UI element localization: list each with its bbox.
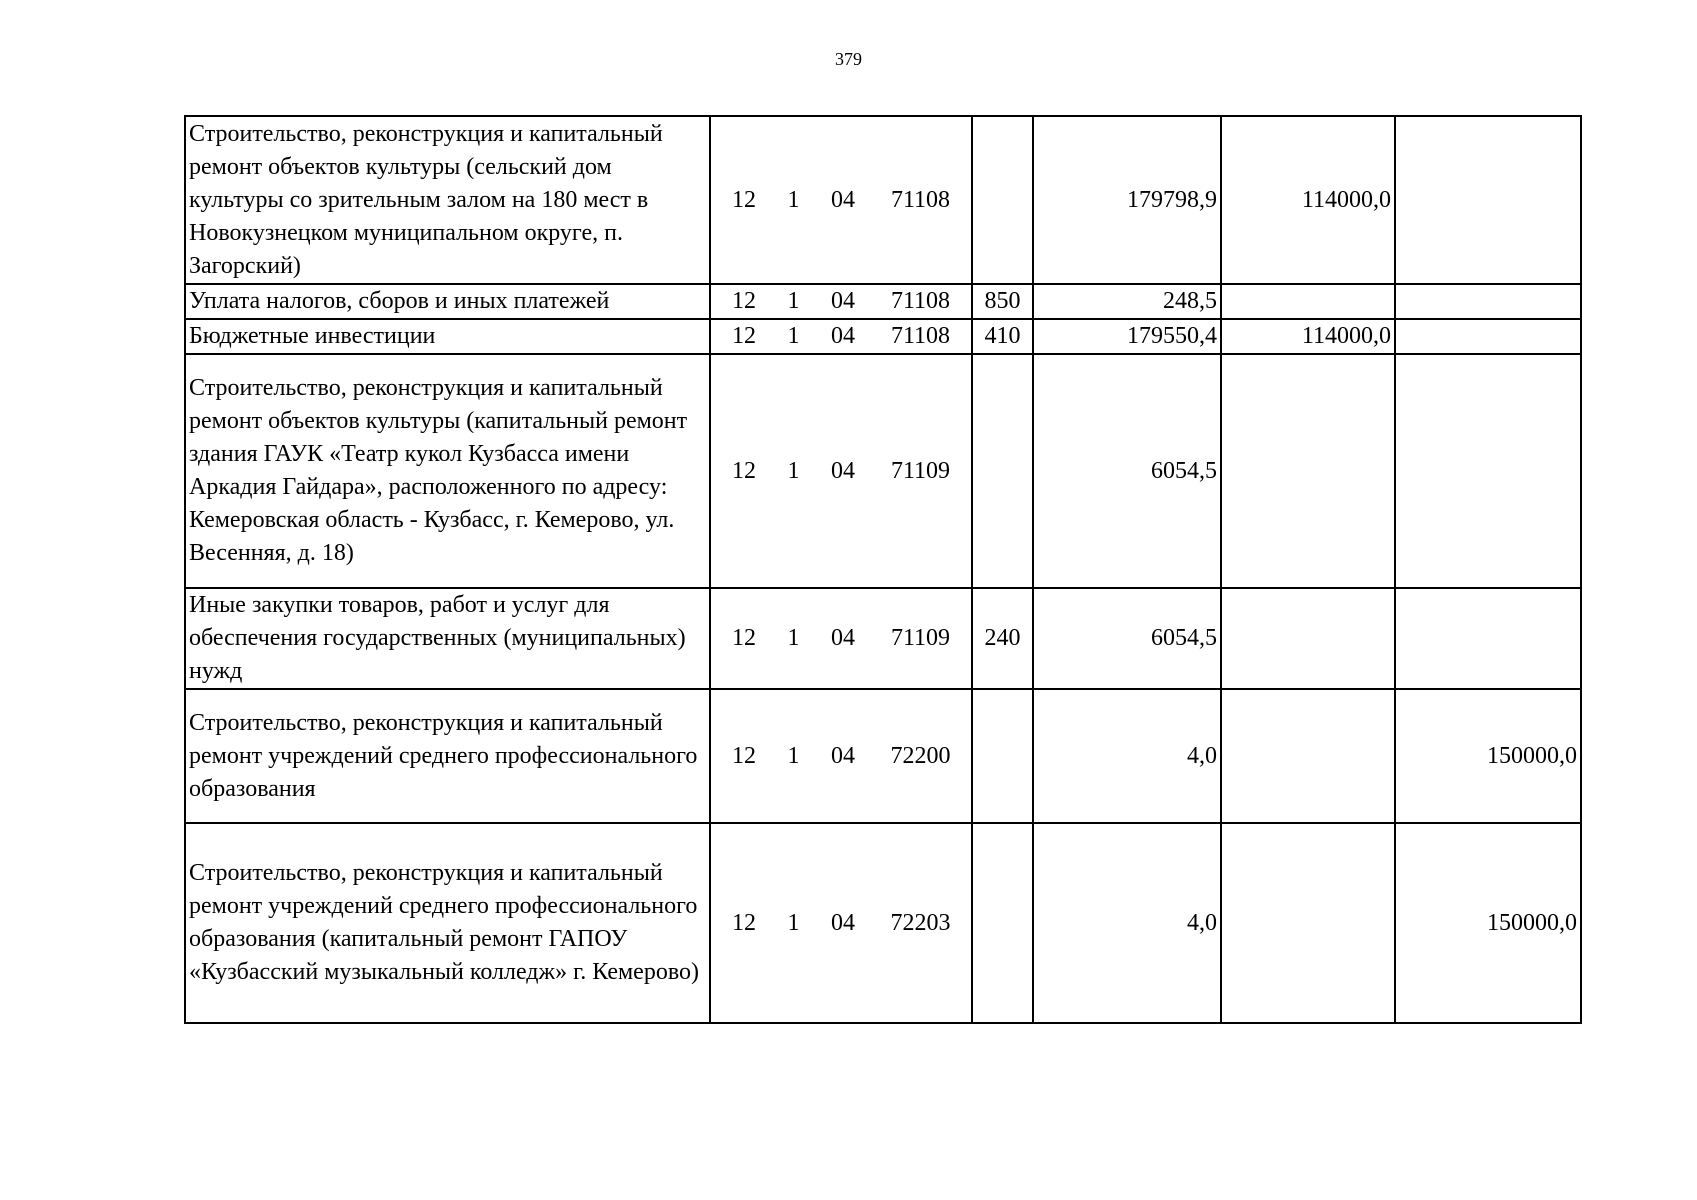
amount-2 bbox=[1221, 588, 1395, 689]
row-description: Иные закупки товаров, работ и услуг для обеспечения государственных (муниципальных) нужд bbox=[185, 588, 710, 689]
classification-codes bbox=[710, 116, 972, 284]
amount-3: 150000,0 bbox=[1395, 689, 1581, 823]
expense-type-code bbox=[972, 116, 1033, 284]
amount-1: 6054,5 bbox=[1033, 588, 1221, 689]
expense-type-code bbox=[972, 354, 1033, 588]
row-description: Строительство, реконструкция и капитальный ремонт учреждений среднего профессионального образования bbox=[185, 689, 710, 823]
expense-type-code: 410 bbox=[972, 319, 1033, 354]
expense-type-code bbox=[972, 689, 1033, 823]
amount-1: 4,0 bbox=[1033, 823, 1221, 1023]
code-program: 1 bbox=[787, 457, 800, 484]
amount-1: 248,5 bbox=[1033, 284, 1221, 319]
amount-3 bbox=[1395, 319, 1581, 354]
amount-3: 150000,0 bbox=[1395, 823, 1581, 1023]
code-subprogram: 04 bbox=[830, 457, 855, 484]
row-description: Строительство, реконструкция и капитальный ремонт объектов культуры (сельский дом культуры со зрительным залом на 180 мест в Новокузнецком муниципальном округе, п. Загорский) bbox=[185, 116, 710, 284]
classification-codes bbox=[710, 823, 972, 1023]
table-row bbox=[185, 588, 1581, 689]
code-section: 12 bbox=[732, 186, 757, 213]
amount-2: 114000,0 bbox=[1221, 319, 1395, 354]
amount-3 bbox=[1395, 588, 1581, 689]
amount-1: 179550,4 bbox=[1033, 319, 1221, 354]
code-subprogram: 04 bbox=[830, 288, 855, 314]
table-row bbox=[185, 823, 1581, 1023]
code-section: 12 bbox=[732, 457, 757, 484]
code-section: 12 bbox=[732, 288, 757, 314]
code-program: 1 bbox=[787, 323, 800, 349]
code-program: 1 bbox=[787, 625, 800, 651]
code-program: 1 bbox=[787, 288, 800, 314]
table-row bbox=[185, 689, 1581, 823]
classification-codes bbox=[710, 354, 972, 588]
code-section: 12 bbox=[732, 625, 757, 651]
code-direction: 72203 bbox=[890, 909, 951, 936]
expense-type-code bbox=[972, 823, 1033, 1023]
code-direction: 71109 bbox=[890, 625, 951, 651]
code-program: 1 bbox=[787, 909, 800, 936]
row-description: Строительство, реконструкция и капитальный ремонт учреждений среднего профессионального образования (капитальный ремонт ГАПОУ «Кузбасский музыкальный колледж» г. Кемерово) bbox=[185, 823, 710, 1023]
code-section: 12 bbox=[732, 909, 757, 936]
code-direction: 71109 bbox=[890, 457, 951, 484]
amount-2 bbox=[1221, 284, 1395, 319]
amount-1: 6054,5 bbox=[1033, 354, 1221, 588]
amount-2 bbox=[1221, 689, 1395, 823]
budget-table bbox=[184, 115, 1582, 1024]
amount-2 bbox=[1221, 823, 1395, 1023]
classification-codes bbox=[710, 284, 972, 319]
expense-type-code: 850 bbox=[972, 284, 1033, 319]
amount-3 bbox=[1395, 354, 1581, 588]
code-subprogram: 04 bbox=[830, 909, 855, 936]
amount-2: 114000,0 bbox=[1221, 116, 1395, 284]
code-subprogram: 04 bbox=[830, 742, 855, 769]
row-description: Уплата налогов, сборов и иных платежей bbox=[185, 284, 710, 319]
table-row bbox=[185, 116, 1581, 284]
code-section: 12 bbox=[732, 323, 757, 349]
table-row bbox=[185, 284, 1581, 319]
classification-codes bbox=[710, 319, 972, 354]
code-program: 1 bbox=[787, 742, 800, 769]
code-subprogram: 04 bbox=[830, 186, 855, 213]
amount-3 bbox=[1395, 116, 1581, 284]
code-direction: 71108 bbox=[890, 288, 951, 314]
code-direction: 71108 bbox=[890, 323, 951, 349]
classification-codes bbox=[710, 588, 972, 689]
code-subprogram: 04 bbox=[830, 625, 855, 651]
code-subprogram: 04 bbox=[830, 323, 855, 349]
table-row bbox=[185, 319, 1581, 354]
classification-codes bbox=[710, 689, 972, 823]
amount-2 bbox=[1221, 354, 1395, 588]
table-row bbox=[185, 354, 1581, 588]
code-direction: 72200 bbox=[890, 742, 951, 769]
code-section: 12 bbox=[732, 742, 757, 769]
page-number: 379 bbox=[835, 49, 862, 69]
amount-1: 179798,9 bbox=[1033, 116, 1221, 284]
expense-type-code: 240 bbox=[972, 588, 1033, 689]
code-program: 1 bbox=[787, 186, 800, 213]
row-description: Строительство, реконструкция и капитальный ремонт объектов культуры (капитальный ремонт здания ГАУК «Театр кукол Кузбасса имени Аркадия Гайдара», расположенного по адресу: Кемеровская область - Кузбасс, г. Кемерово, ул. Весенняя, д. 18) bbox=[185, 354, 710, 588]
amount-3 bbox=[1395, 284, 1581, 319]
row-description: Бюджетные инвестиции bbox=[185, 319, 710, 354]
code-direction: 71108 bbox=[890, 186, 951, 213]
amount-1: 4,0 bbox=[1033, 689, 1221, 823]
